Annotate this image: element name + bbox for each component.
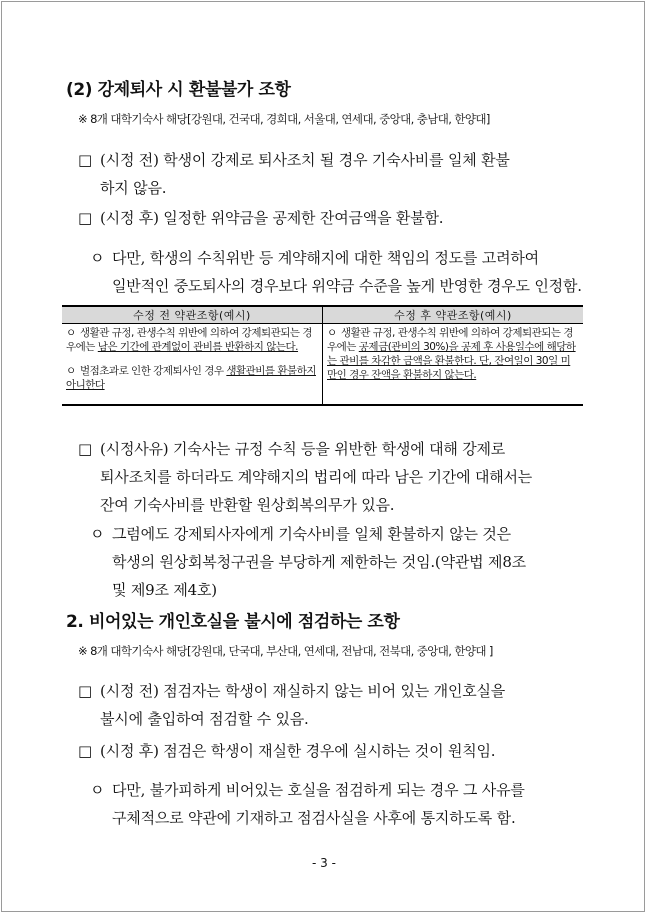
clause-text: 벌점초과로 인한 강제퇴사인 경우 xyxy=(80,365,227,377)
applicable-universities-note: ※ 8개 대학기숙사 해당[강원대, 단국대, 부산대, 연세대, 전남대, 전북대, 중앙대, 한양대 ] xyxy=(78,644,493,658)
table-cell-after xyxy=(323,324,584,406)
sub-paragraph-legal-basis xyxy=(90,520,610,604)
paragraph-text: 구체적으로 약관에 기재하고 점검사실을 사후에 통지하도록 함. xyxy=(112,809,516,827)
paragraph-text: 하지 않음. xyxy=(100,179,167,197)
list-item xyxy=(327,326,579,382)
checkbox-bullet: □ xyxy=(78,209,92,227)
paragraph-text: (시정사유) 기숙사는 규정 수칙 등을 위반한 학생에 대해 강제로 xyxy=(100,440,506,458)
paragraph-text: (시정 전) 점검자는 학생이 재실하지 않는 비어 있는 개인호실을 xyxy=(100,682,506,700)
paragraph-text: 다만, 불가피하게 비어있는 호실을 점검하게 되는 경우 그 사유를 xyxy=(112,781,525,799)
checkbox-bullet: □ xyxy=(78,682,92,700)
paragraph-text: 다만, 학생의 수칙위반 등 계약해지에 대한 책임의 정도를 고려하여 xyxy=(112,249,539,267)
circle-bullet: ㅇ xyxy=(66,365,76,377)
paragraph-text: (시정 후) 점검은 학생이 재실한 경우에 실시하는 것이 원칙임. xyxy=(100,742,496,760)
paragraph-text: 퇴사조치를 하더라도 계약해지의 법리에 따라 남은 기간에 대해서는 xyxy=(100,468,533,486)
paragraph-text: 불시에 출입하여 점검할 수 있음. xyxy=(100,710,309,728)
section-heading: (2) 강제퇴사 시 환불불가 조항 xyxy=(66,80,291,100)
paragraph-text: (시정 전) 학생이 강제로 퇴사조치 될 경우 기숙사비를 일체 환불 xyxy=(100,151,510,169)
circle-bullet: ㅇ xyxy=(327,327,337,339)
paragraph-text: (시정 후) 일정한 위약금을 공제한 잔여금액을 환불함. xyxy=(100,209,444,227)
clause-text: 생활관 규정, 관생수칙 위반에 의하여 강제퇴관되는 경우에는 xyxy=(327,327,574,353)
checkbox-bullet: □ xyxy=(78,440,92,458)
paragraph-text: 그럼에도 강제퇴사자에게 기숙사비를 일체 환불하지 않는 것은 xyxy=(112,525,511,543)
list-item xyxy=(66,364,318,392)
paragraph-text: 일반적인 중도퇴사의 경우보다 위약금 수준을 높게 반영한 경우도 인정함. xyxy=(112,277,582,295)
clause-text: 생활관 규정, 관생수칙 위반에 의하여 강제퇴관되는 경우에는 xyxy=(66,327,313,353)
section-heading: 2. 비어있는 개인호실을 불시에 점검하는 조항 xyxy=(66,612,400,632)
table-header-before: 수정 전 약관조항(예시) xyxy=(62,306,323,324)
table-header-row xyxy=(62,306,583,324)
table-row xyxy=(62,324,583,406)
checkbox-bullet: □ xyxy=(78,151,92,169)
clause-text-underlined: 생활관비를 환불하지 아니한다 xyxy=(66,365,316,391)
paragraph-after-correction xyxy=(78,737,598,765)
paragraph-before-correction xyxy=(78,677,598,733)
table-cell-before xyxy=(62,324,323,406)
list-item xyxy=(66,326,318,354)
paragraph-text: 학생의 원상회복청구권을 부당하게 제한하는 것임.(약관법 제8조 xyxy=(112,553,526,571)
paragraph-text: 및 제9조 제4호) xyxy=(112,581,217,599)
clause-text-underlined: 남은 기간에 관계없이 관비를 반환하지 않는다. xyxy=(97,341,299,353)
circle-bullet: ㅇ xyxy=(90,525,105,543)
applicable-universities-note: ※ 8개 대학기숙사 해당[강원대, 건국대, 경희대, 서울대, 연세대, 중앙대, 충남대, 한양대] xyxy=(78,112,490,126)
circle-bullet: ㅇ xyxy=(66,327,76,339)
clause-text-underlined: 공제금(관비의 30%)을 공제 후 사용일수에 해당하는 관비를 차감한 금액을 환불한다. 단, 잔여일이 30일 미만인 경우 잔액을 환불하지 않는다. xyxy=(327,341,576,381)
page-number: - 3 - xyxy=(312,856,336,870)
sub-paragraph-exception xyxy=(90,244,610,300)
paragraph-after-correction xyxy=(78,204,598,232)
sub-paragraph-exception xyxy=(90,776,610,832)
paragraph-before-correction xyxy=(78,146,598,202)
clause-comparison-table xyxy=(62,305,583,406)
circle-bullet: ㅇ xyxy=(90,781,105,799)
paragraph-correction-reason xyxy=(78,435,598,519)
table-header-after: 수정 후 약관조항(예시) xyxy=(323,306,584,324)
circle-bullet: ㅇ xyxy=(90,249,105,267)
checkbox-bullet: □ xyxy=(78,742,92,760)
paragraph-text: 잔여 기숙사비를 반환할 원상회복의무가 있음. xyxy=(100,496,395,514)
